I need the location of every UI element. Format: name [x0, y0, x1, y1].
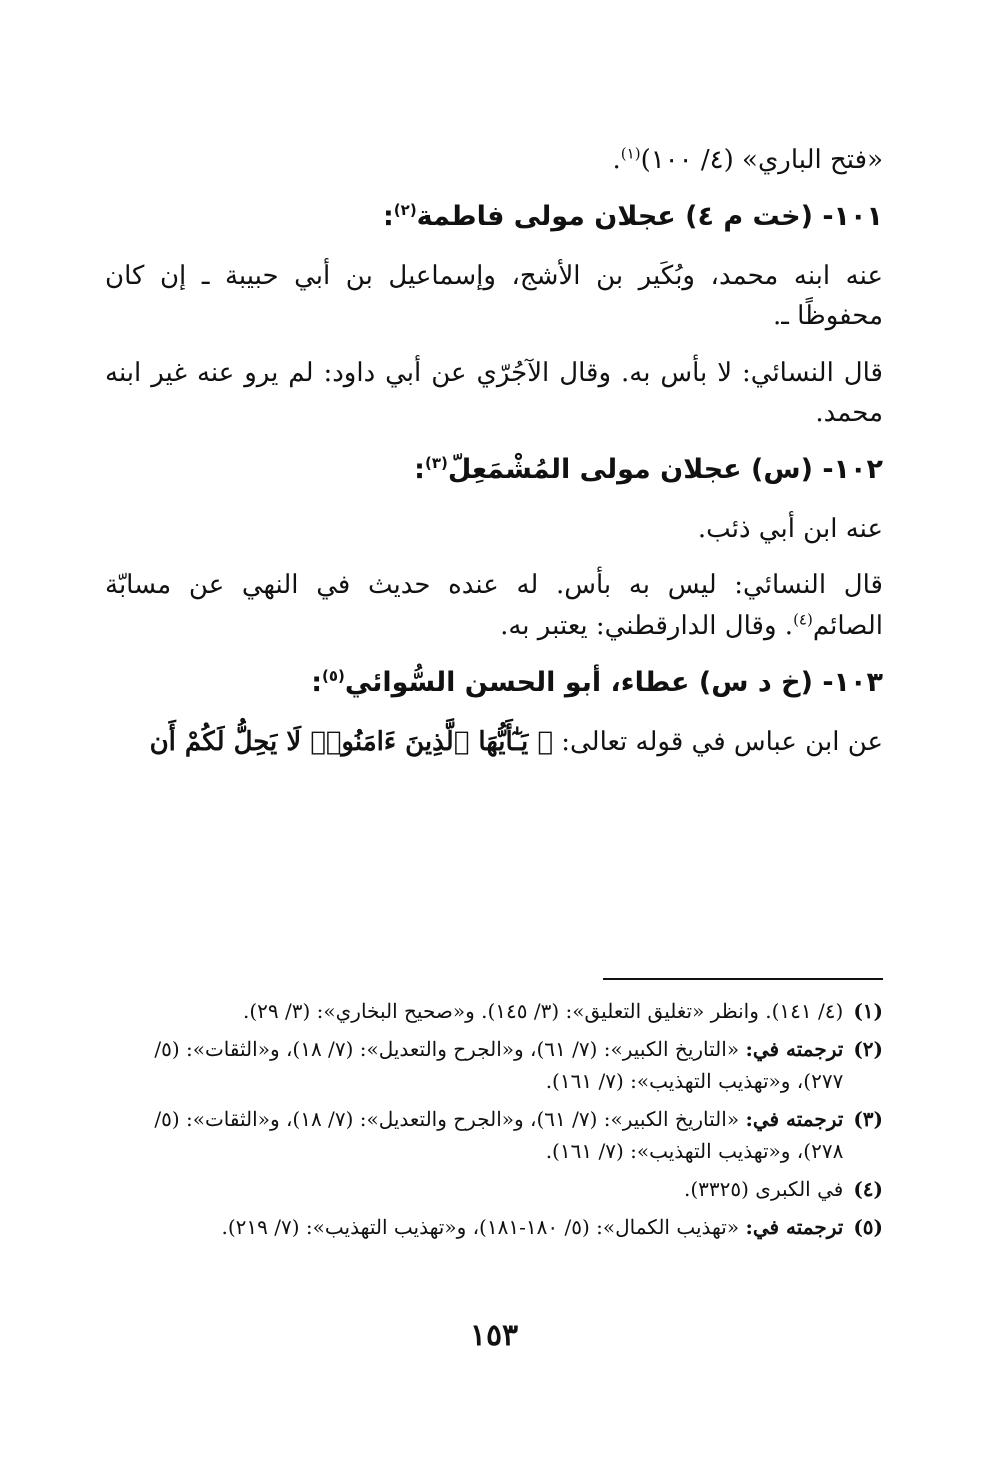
- entry-102-heading: ١٠٢- (س) عجلان مولى المُشْمَعِلّ$^{(٣)}$:: [414, 454, 883, 486]
- footnote-ref[interactable]: (١): [620, 144, 641, 163]
- footnote-number: (٤): [853, 1177, 883, 1201]
- entry-101-heading: ١٠١- (خت م ٤) عجلان مولى فاطمة$^{(٢)}$:: [382, 201, 883, 233]
- footnote-ref[interactable]: (٥): [322, 667, 345, 686]
- footnotes: [105, 995, 883, 1249]
- footnote-divider: [603, 978, 883, 980]
- footnote-text: ترجمته في: «التاريخ الكبير»: (٧/ ٦١)، و«الجرح والتعديل»: (٧/ ١٨)، و«الثقات»: (٥/ ٢٧٧)، و«تهذيب التهذيب»: (٧/ ١٦١).: [154, 1037, 844, 1093]
- entry-101-narrators: عنه ابنه محمد، وبُكَير بن الأشج، وإسماعيل بن أبي حبيبة ـ إن كان محفوظًا ـ.: [105, 261, 883, 332]
- footnote-text: ترجمته في: «تهذيب الكمال»: (٥/ ١٨٠-١٨١)، و«تهذيب التهذيب»: (٧/ ٢١٩).: [221, 1215, 844, 1239]
- entry-103-text: عن ابن عباس في قوله تعالى: ﴿ يَـٰٓأَيُّهَا ٱلَّذِينَ ءَامَنُوا۟ لَا يَحِلُّ لَكُمْ أَن: [149, 726, 883, 757]
- intro-line: «فتح الباري» (٤/ ١٠٠)$^{(١)}$.: [612, 144, 883, 175]
- footnote-4: [105, 1173, 883, 1205]
- footnote-number: (٣): [853, 1107, 883, 1131]
- footnote-ref[interactable]: (٣): [424, 454, 448, 473]
- footnote-ref[interactable]: (٤): [793, 610, 813, 629]
- footnote-number: (١): [853, 999, 883, 1023]
- page-number: ١٥٣: [469, 1318, 519, 1353]
- entry-102-narrators: عنه ابن أبي ذئب.: [697, 514, 883, 545]
- footnote-3: [105, 1103, 883, 1167]
- footnote-2: [105, 1033, 883, 1097]
- footnote-text: في الكبرى (٣٣٢٥).: [684, 1177, 844, 1201]
- footnote-1: [105, 995, 883, 1027]
- quran-verse: ﴿ يَـٰٓأَيُّهَا ٱلَّذِينَ ءَامَنُوا۟ لَا يَحِلُّ لَكُمْ أَن: [149, 726, 553, 757]
- footnote-ref[interactable]: (٢): [393, 201, 417, 220]
- entry-103-heading: ١٠٣- (خ د س) عطاء، أبو الحسن السُّوائي$^{(٥)}$:: [311, 667, 883, 699]
- entry-102-grading: قال النسائي: ليس به بأس. له عنده حديث في النهي عن مسابّة الصائم$^{(٤)}$. وقال الدارقطني: يعتبر به.: [105, 570, 883, 641]
- footnote-text: (٤/ ١٤١). وانظر «تغليق التعليق»: (٣/ ١٤٥). و«صحيح البخاري»: (٣/ ٢٩).: [243, 999, 844, 1023]
- footnote-number: (٢): [853, 1037, 883, 1061]
- footnote-text: ترجمته في: «التاريخ الكبير»: (٧/ ٦١)، و«الجرح والتعديل»: (٧/ ١٨)، و«الثقات»: (٥/ ٢٧٨)، و«تهذيب التهذيب»: (٧/ ١٦١).: [154, 1107, 844, 1163]
- entry-101-grading: قال النسائي: لا بأس به. وقال الآجُرّي عن أبي داود: لم يرو عنه غير ابنه محمد.: [105, 357, 883, 429]
- main-text: [105, 140, 883, 778]
- footnote-5: [105, 1211, 883, 1243]
- footnote-number: (٥): [853, 1215, 883, 1239]
